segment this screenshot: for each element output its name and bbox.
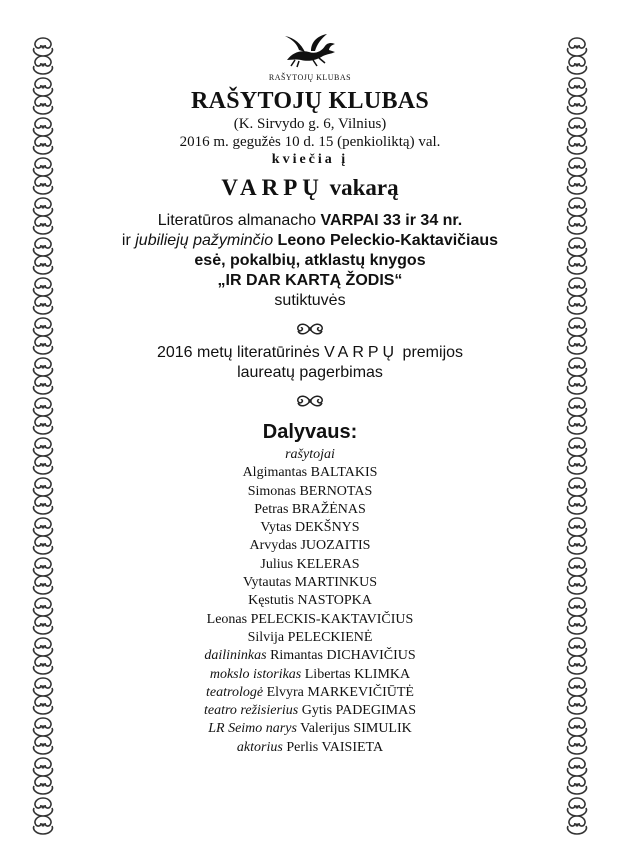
prize-line2: laureatų pagerbimas [237,364,383,381]
pegasus-icon [265,30,355,70]
desc-line2-bold: Leono Peleckio-Kaktavičiaus [273,232,499,249]
border-motif-icon [34,118,53,154]
border-motif-icon [34,558,53,594]
border-motif-icon [568,38,587,74]
border-motif-icon [34,38,53,74]
writer-item: Vytautas MARTINKUS [242,575,378,591]
invites-line: kviečia į [271,152,349,167]
participant-item [80,702,540,720]
desc-line2-italic: jubiliejų pažyminčio [135,232,274,249]
writer-item: Kęstutis NASTOPKA [248,593,372,609]
participant-name: Valerijus SIMULIK [296,721,412,737]
border-motif-icon [34,678,53,714]
border-motif-icon [34,518,53,554]
border-motif-icon [568,678,587,714]
participants-list [80,446,540,757]
border-motif-icon [34,358,53,394]
border-motif-icon [568,118,587,154]
border-motif-icon [34,318,53,354]
event-date: 2016 m. gegužės 10 d. 15 (penkioliktą) val. [179,134,441,150]
writers-label: rašytojai [285,447,335,462]
border-motif-icon [34,478,53,514]
border-motif-icon [34,198,53,234]
event-title-varpu: VARPŲ [221,175,324,200]
desc-line1-bold: VARPAI 33 ir 34 nr. [320,212,463,229]
desc-line4: „IR DAR KARTĄ ŽODIS“ [217,272,403,289]
border-motif-icon [34,278,53,314]
participant-role: dailininkas [204,648,267,664]
participant-item [80,666,540,684]
participant-role: LR Seimo narys [208,721,297,737]
writer-item: Leonas PELECKIS-KAKTAVIČIUS [206,611,414,627]
border-motif-icon [568,438,587,474]
logo-caption: RAŠYTOJŲ KLUBAS [268,73,352,82]
border-motif-icon [568,558,587,594]
border-motif-icon [568,158,587,194]
event-description [80,211,540,311]
organization-name: RAŠYTOJŲ KLUBAS [190,88,430,114]
address: (K. Sirvydo g. 6, Vilnius) [233,116,387,132]
ornament-divider-icon [292,321,328,337]
border-motif-icon [568,398,587,434]
participant-name: Perlis VAISIETA [282,739,384,755]
participant-role: mokslo istorikas [209,666,302,682]
border-motif-icon [34,638,53,674]
participant-role: teatro režisierius [204,703,299,719]
writer-item: Algimantas BALTAKIS [242,465,378,481]
event-title [80,175,540,201]
participant-name: Gytis PADEGIMAS [298,703,416,719]
border-motif-icon [568,198,587,234]
writer-item: Julius KELERAS [260,556,360,572]
desc-line3: esė, pokalbių, atklastų knygos [194,252,426,269]
border-motif-icon [34,398,53,434]
border-motif-icon [34,798,53,834]
desc-line1-text: Literatūros almanacho [157,212,321,229]
participant-item [80,739,540,757]
border-motif-icon [34,78,53,114]
desc-line5: sutiktuvės [274,292,346,309]
participant-name: Elvyra MARKEVIČIŪTĖ [263,684,414,700]
border-motif-icon [34,438,53,474]
border-motif-icon [34,758,53,794]
border-motif-icon [34,158,53,194]
writer-item: Arvydas JUOZAITIS [249,538,371,554]
desc-line2-text: ir [121,232,136,249]
border-motif-icon [568,638,587,674]
writer-item: Petras BRAŽĖNAS [254,501,366,517]
border-motif-icon [568,798,587,834]
border-motif-icon [568,478,587,514]
border-motif-icon [34,238,53,274]
participant-name: Libertas KLIMKA [301,666,411,682]
border-motif-icon [568,318,587,354]
writer-item: Simonas BERNOTAS [247,483,373,499]
border-motif-icon [34,598,53,634]
prize-line1-c: premijos [398,344,464,361]
border-motif-icon [34,718,53,754]
writer-item: Vytas DEKŠNYS [260,520,360,536]
participant-name: Rimantas DICHAVIČIUS [266,648,416,664]
ornament-divider-icon [292,393,328,409]
participant-item [80,647,540,665]
border-motif-icon [568,758,587,794]
border-motif-icon [568,598,587,634]
invitation [80,30,540,757]
border-motif-icon [568,718,587,754]
club-logo [265,30,355,82]
ornamental-border-left [28,36,58,836]
participants-heading: Dalyvaus: [262,421,358,443]
border-motif-icon [568,78,587,114]
participant-role: aktorius [236,739,283,755]
participant-item [80,720,540,738]
prize-line1-varpu: VARPŲ [324,344,399,361]
event-title-rest: vakarą [323,175,399,200]
border-motif-icon [568,238,587,274]
border-motif-icon [568,358,587,394]
prize-section [80,343,540,383]
participant-role: teatrologė [206,684,264,700]
prize-line1-a: 2016 metų literatūrinės [156,344,325,361]
participant-item [80,684,540,702]
border-motif-icon [568,518,587,554]
ornamental-border-right [562,36,592,836]
writer-item: Silvija PELECKIENĖ [247,629,373,645]
border-motif-icon [568,278,587,314]
